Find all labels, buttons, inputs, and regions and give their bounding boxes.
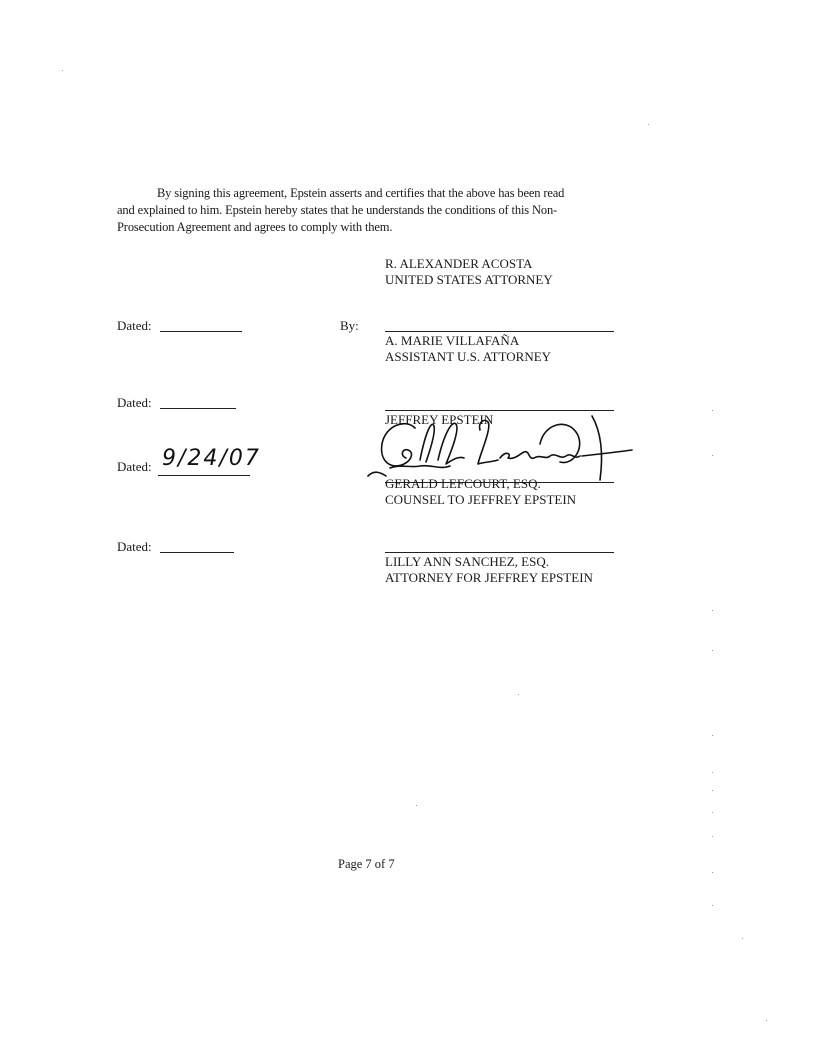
us-attorney-title: UNITED STATES ATTORNEY <box>385 272 553 287</box>
paragraph-line-1: By signing this agreement, Epstein asserts and certifies that the above has been read <box>157 186 565 200</box>
scan-speck <box>712 735 713 736</box>
scan-speck <box>712 872 713 873</box>
scan-speck <box>712 836 713 837</box>
scan-speck <box>742 938 743 939</box>
certification-paragraph <box>117 185 637 236</box>
scan-speck <box>518 694 519 695</box>
scan-speck <box>648 124 649 125</box>
handwritten-date: 9/24/07 <box>162 446 261 471</box>
scan-speck <box>712 772 713 773</box>
paragraph-line-3: Prosecution Agreement and agrees to comply with them. <box>117 220 393 234</box>
ausa-title: ASSISTANT U.S. ATTORNEY <box>385 349 552 364</box>
dated-label-2: Dated: <box>117 395 152 410</box>
dated-label-1: Dated: <box>117 318 152 333</box>
scan-speck <box>712 610 713 611</box>
lefcourt-name: GERALD LEFCOURT, ESQ. <box>385 476 541 491</box>
epstein-name: JEFFREY EPSTEIN <box>385 412 494 427</box>
scan-speck <box>766 1020 767 1021</box>
dated-label-3: Dated: <box>117 459 152 474</box>
scan-speck <box>712 790 713 791</box>
lefcourt-title: COUNSEL TO JEFFREY EPSTEIN <box>385 492 577 507</box>
scan-speck <box>712 650 713 651</box>
scan-speck <box>712 905 713 906</box>
sanchez-title: ATTORNEY FOR JEFFREY EPSTEIN <box>385 570 593 585</box>
date-line-1 <box>160 331 242 332</box>
date-line-3 <box>158 475 250 476</box>
date-line-2 <box>160 408 236 409</box>
by-label: By: <box>340 318 359 333</box>
scan-speck <box>712 410 713 411</box>
sanchez-name: LILLY ANN SANCHEZ, ESQ. <box>385 554 549 569</box>
scan-speck <box>712 812 713 813</box>
ausa-signature-line <box>385 331 614 332</box>
dated-label-4: Dated: <box>117 539 152 554</box>
page-number: Page 7 of 7 <box>338 857 395 871</box>
scan-speck <box>62 70 63 71</box>
sanchez-signature-line <box>385 552 614 553</box>
scan-speck <box>416 805 417 806</box>
scan-speck <box>712 455 713 456</box>
us-attorney-name: R. ALEXANDER ACOSTA <box>385 256 533 271</box>
ausa-name: A. MARIE VILLAFAÑA <box>385 333 520 348</box>
paragraph-line-2: and explained to him. Epstein hereby states that he understands the conditions of this Non- <box>117 203 558 217</box>
date-line-4 <box>160 552 234 553</box>
